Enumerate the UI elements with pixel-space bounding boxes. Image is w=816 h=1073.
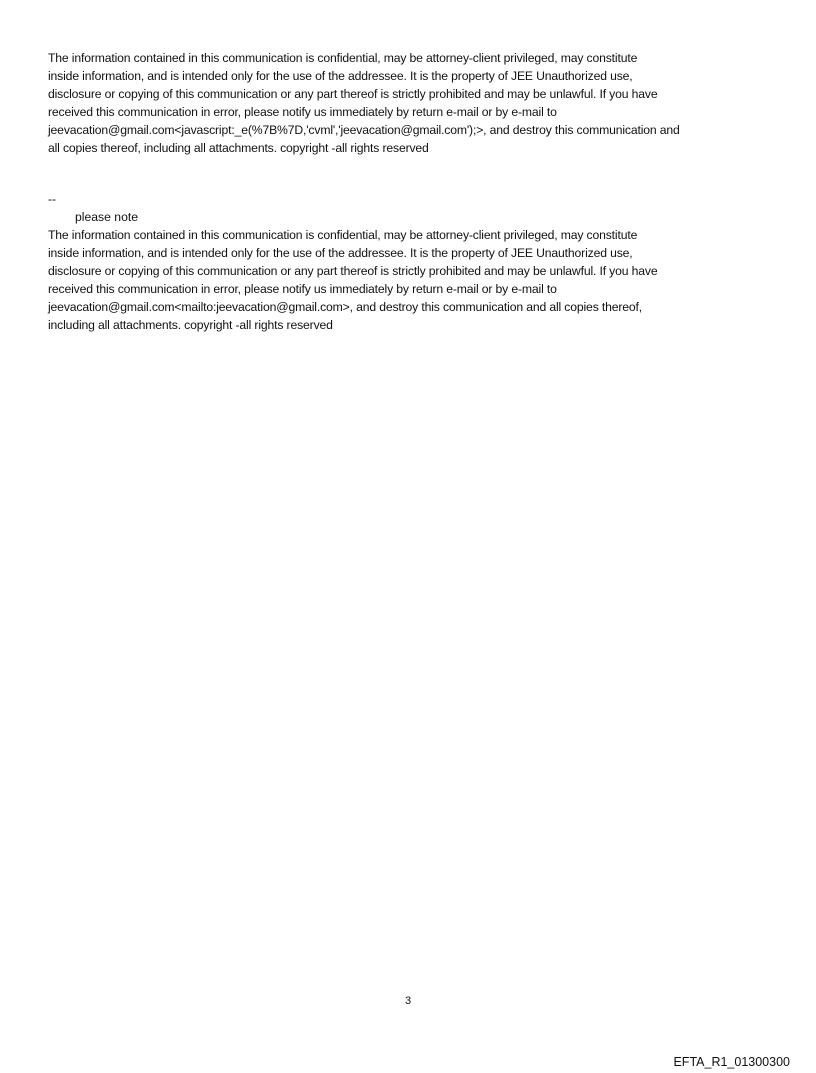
signature-separator: -- bbox=[48, 192, 57, 206]
confidentiality-notice-paragraph: The information contained in this communication is confidential, may be attorney-client privileged, may constitute inside information, and is intended only for the use of the addressee. It is the property of JEE Unauthorized use, disclosure or copying of this communication or any part thereof is strictly prohibited and may be unlawful. If you have received this communication in error, please notify us immediately by return e-mail or by e-mail to jeevacation@gmail.com<javascript:_e(%7B%7D,'cvml','jeevacation@gmail.com');>, and destroy this communication and all copies thereof, including all attachments. copyright -all rights reserved bbox=[48, 51, 680, 155]
confidentiality-notice-paragraph-repeat: The information contained in this communication is confidential, may be attorney-client privileged, may constitute inside information, and is intended only for the use of the addressee. It is the property of JEE Unauthorized use, disclosure or copying of this communication or any part thereof is strictly prohibited and may be unlawful. If you have received this communication in error, please notify us immediately by return e-mail or by e-mail to jeevacation@gmail.com<mailto:jeevacation@gmail.com>, and destroy this communication and all copies thereof, including all attachments. copyright -all rights reserved bbox=[48, 228, 658, 332]
bates-number: EFTA_R1_01300300 bbox=[673, 1055, 790, 1069]
note-label: please note bbox=[75, 210, 139, 224]
page-number: 3 bbox=[404, 995, 412, 1007]
